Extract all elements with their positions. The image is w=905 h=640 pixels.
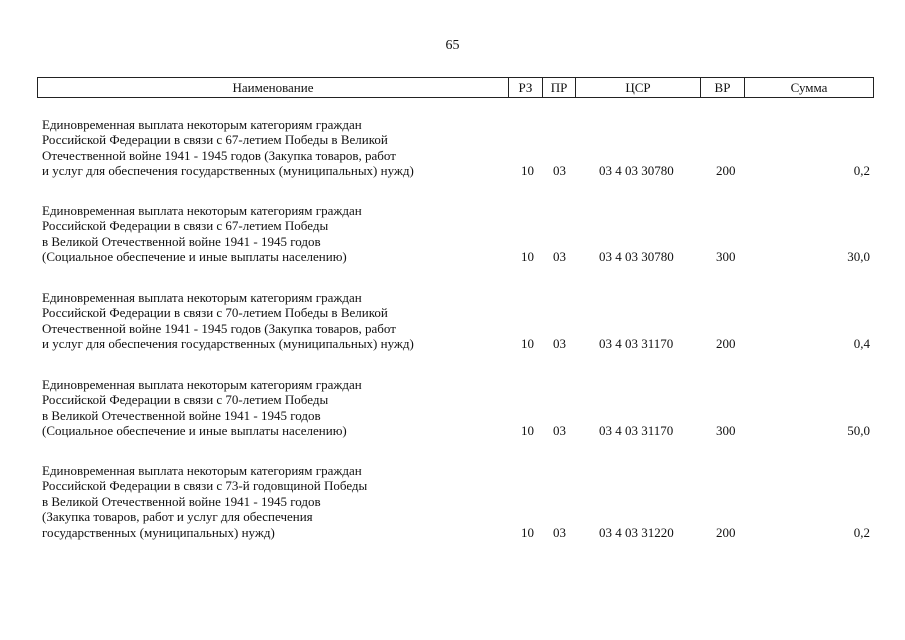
row-name-line: Единовременная выплата некоторым категориям граждан [42, 117, 362, 132]
page-number: 65 [445, 38, 460, 53]
row-name-line: Российской Федерации в связи с 67-летием Победы [42, 218, 329, 234]
row-name-line: Отечественной войне 1941 - 1945 годов (Закупка товаров, работ [42, 320, 396, 336]
table-row [42, 290, 872, 352]
row-pr: 03 [553, 163, 566, 179]
row-name [42, 117, 512, 179]
row-name-line: в Великой Отечественной войне 1941 - 1945 годов [42, 493, 321, 509]
row-name-line: государственных (муниципальных) нужд) [42, 524, 275, 540]
row-vr: 200 [716, 524, 736, 540]
row-sum: 0,2 [853, 163, 870, 179]
row-rz: 10 [521, 423, 534, 439]
row-name-line: Единовременная выплата некоторым категориям граждан [42, 377, 362, 392]
row-sum: 0,4 [853, 336, 870, 352]
table-row [42, 463, 872, 540]
header-pr: ПР [543, 78, 576, 97]
header-vr: ВР [701, 78, 745, 97]
table-row [42, 117, 872, 179]
header-name: Наименование [38, 78, 509, 97]
header-csr: ЦСР [576, 78, 701, 97]
row-name-line: Единовременная выплата некоторым категориям граждан [42, 463, 362, 478]
row-csr: 03 4 03 31170 [599, 423, 674, 439]
row-pr: 03 [553, 249, 566, 265]
row-csr: 03 4 03 30780 [599, 163, 674, 179]
row-rz: 10 [521, 524, 534, 540]
row-vr: 300 [716, 423, 736, 439]
row-name [42, 203, 512, 265]
row-rz: 10 [521, 249, 534, 265]
row-pr: 03 [553, 336, 566, 352]
row-name-line: Российской Федерации в связи с 70-летием Победы [42, 392, 329, 408]
row-sum: 0,2 [853, 524, 870, 540]
row-rz: 10 [521, 336, 534, 352]
table-row [42, 377, 872, 439]
row-vr: 200 [716, 163, 736, 179]
row-name-line: Отечественной войне 1941 - 1945 годов (Закупка товаров, работ [42, 147, 396, 163]
row-name-line: в Великой Отечественной войне 1941 - 1945 годов [42, 233, 321, 249]
row-pr: 03 [553, 423, 566, 439]
row-name-line: Единовременная выплата некоторым категориям граждан [42, 290, 362, 305]
row-pr: 03 [553, 524, 566, 540]
row-csr: 03 4 03 31220 [599, 524, 674, 540]
row-name [42, 377, 512, 439]
row-rz: 10 [521, 163, 534, 179]
header-rz: РЗ [509, 78, 543, 97]
row-name-line: Единовременная выплата некоторым категориям граждан [42, 203, 362, 218]
row-name-line: Российской Федерации в связи с 73-й годовщиной Победы [42, 478, 368, 494]
table-header [37, 77, 874, 98]
row-name-line: (Закупка товаров, работ и услуг для обеспечения [42, 509, 313, 525]
row-name-line: в Великой Отечественной войне 1941 - 1945 годов [42, 407, 321, 423]
row-sum: 50,0 [847, 423, 870, 439]
row-name-line: и услуг для обеспечения государственных (муниципальных) нужд) [42, 163, 414, 179]
table-row [42, 203, 872, 265]
row-name-line: и услуг для обеспечения государственных (муниципальных) нужд) [42, 336, 414, 352]
row-vr: 300 [716, 249, 736, 265]
row-vr: 200 [716, 336, 736, 352]
row-name [42, 463, 512, 540]
row-name-line: Российской Федерации в связи с 67-летием Победы в Великой [42, 132, 388, 148]
row-name-line: (Социальное обеспечение и иные выплаты населению) [42, 423, 347, 439]
row-csr: 03 4 03 31170 [599, 336, 674, 352]
row-sum: 30,0 [847, 249, 870, 265]
row-name-line: (Социальное обеспечение и иные выплаты населению) [42, 249, 347, 265]
row-name-line: Российской Федерации в связи с 70-летием Победы в Великой [42, 305, 388, 321]
header-sum: Сумма [790, 79, 828, 95]
row-csr: 03 4 03 30780 [599, 249, 674, 265]
row-name [42, 290, 512, 352]
